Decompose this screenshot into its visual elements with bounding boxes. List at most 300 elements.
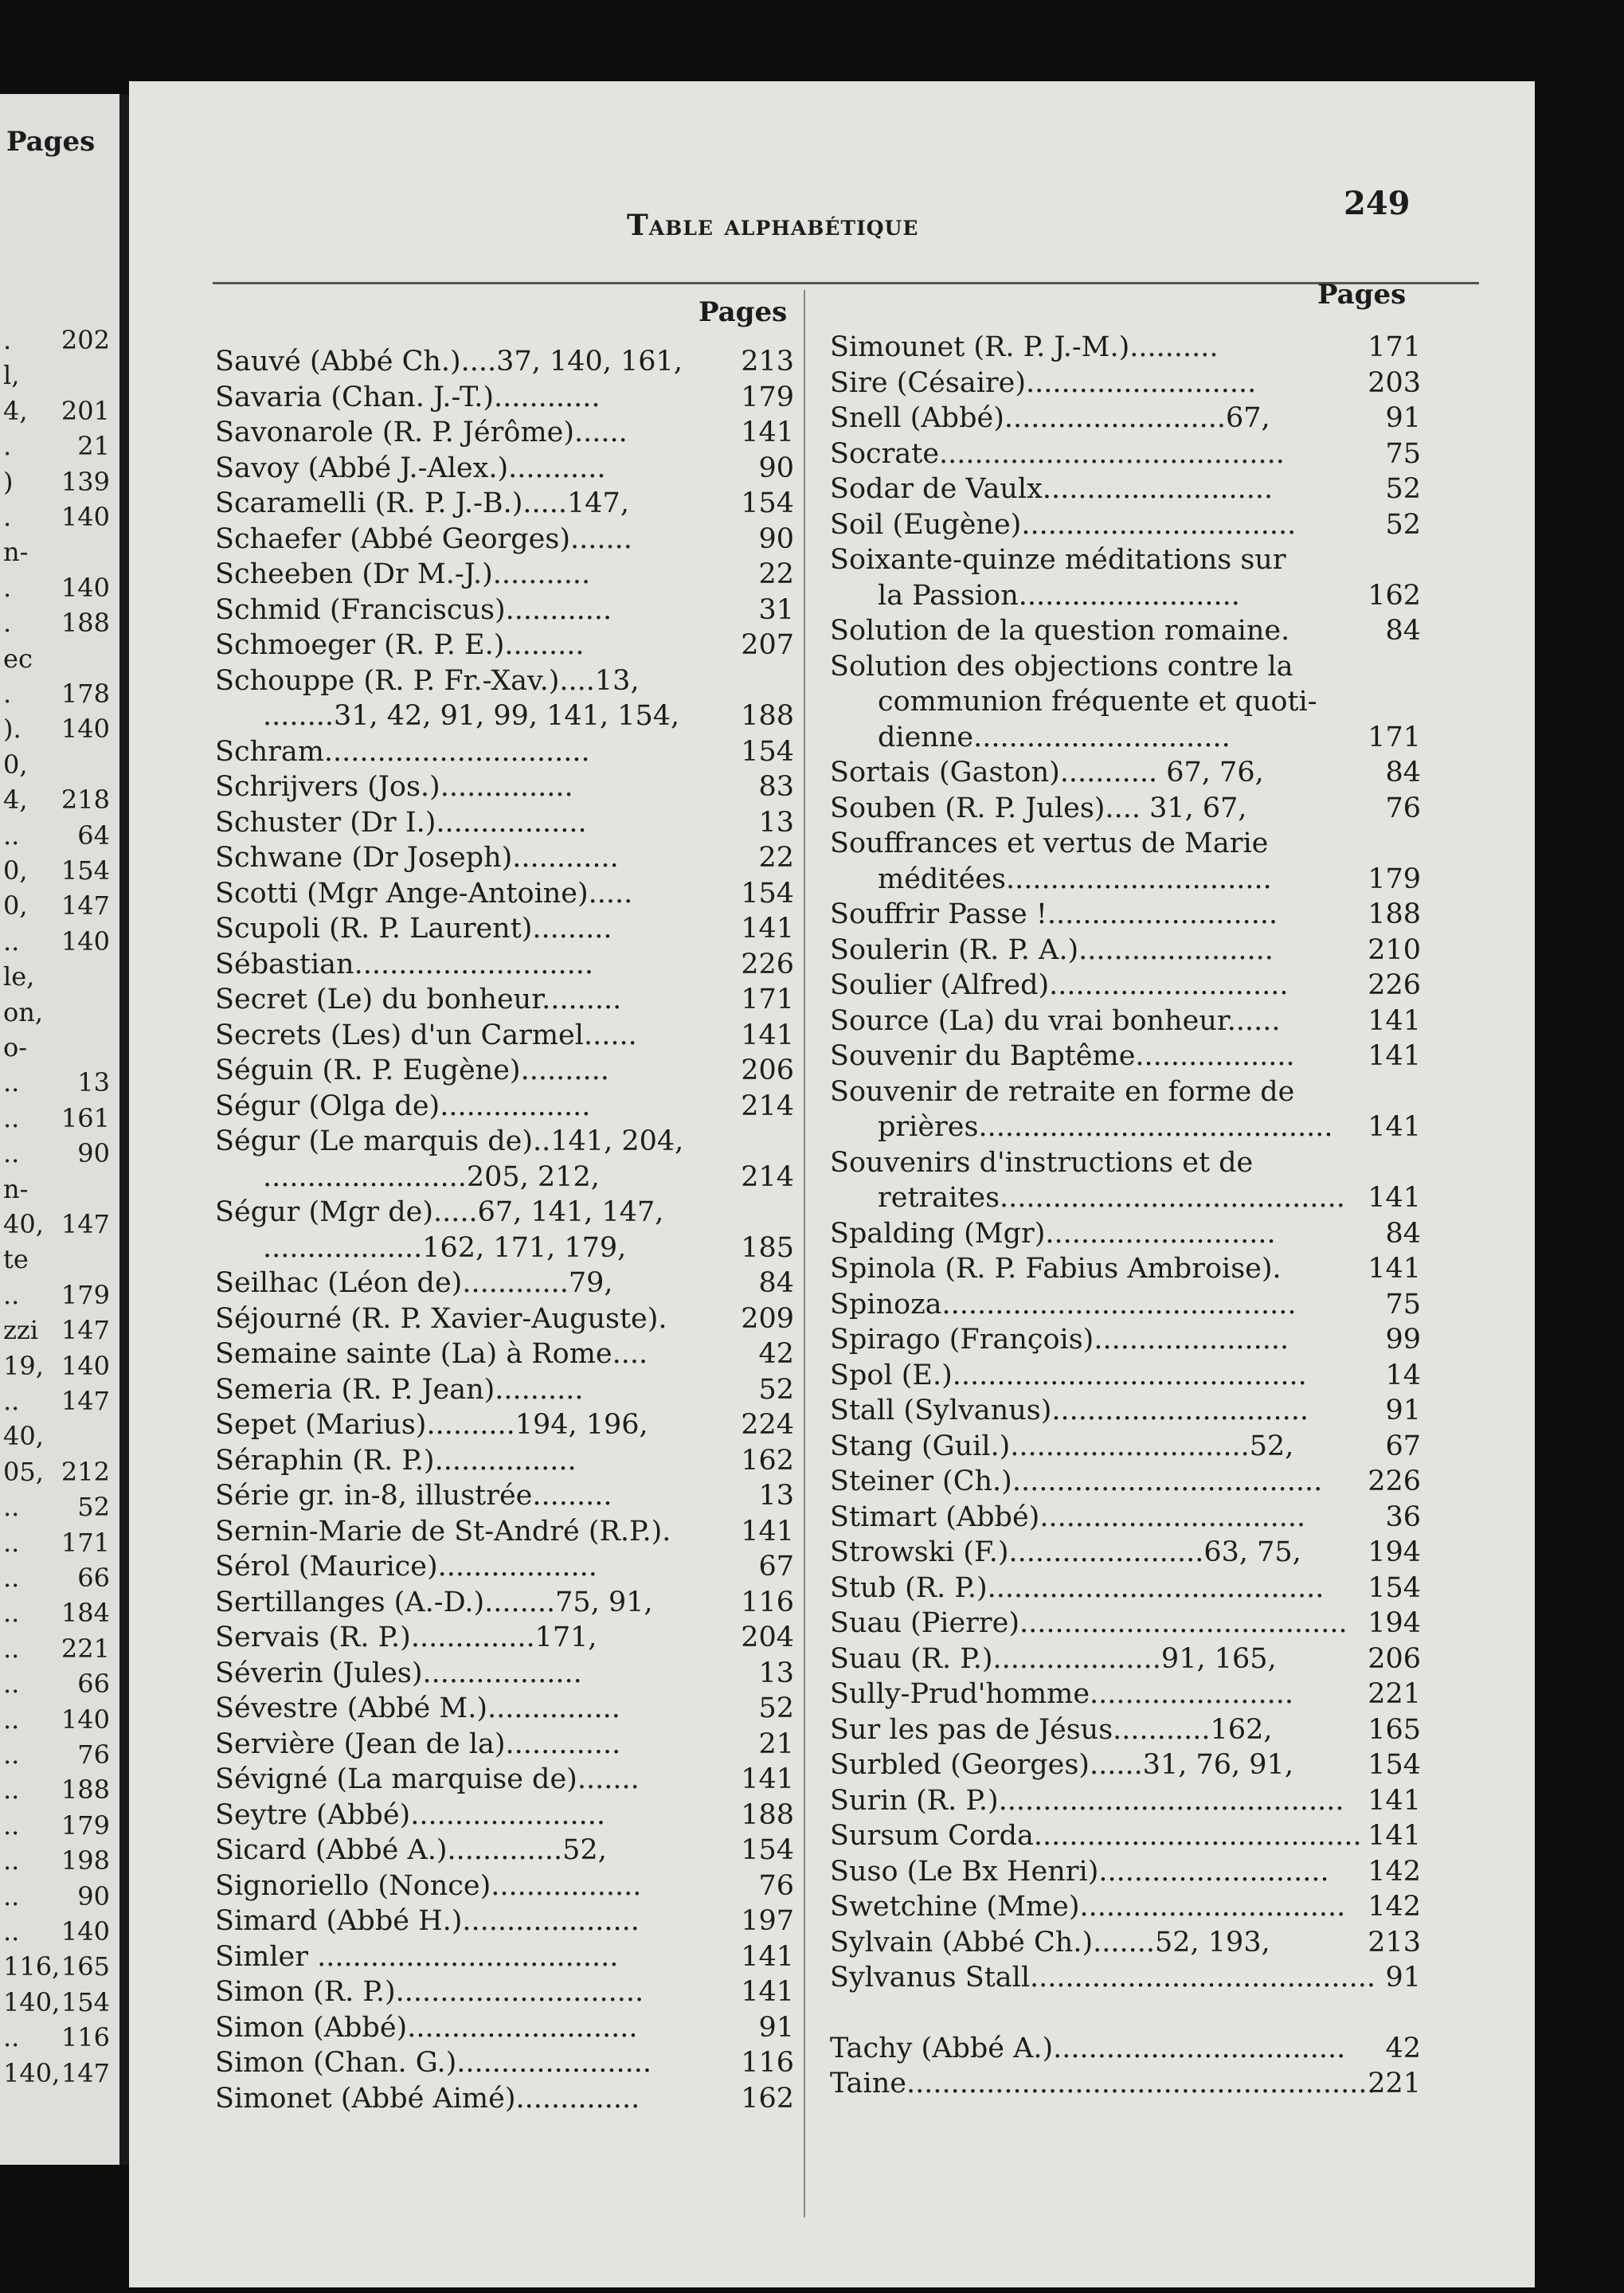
previous-page-edge xyxy=(0,94,119,2165)
index-entry xyxy=(830,1004,1427,1039)
index-entry-page-number: 91 xyxy=(1385,402,1421,434)
index-entry-text: dienne............................. xyxy=(878,721,1231,753)
index-entry xyxy=(215,1549,800,1585)
index-entry xyxy=(215,628,800,663)
previous-page-number: 188 xyxy=(61,608,110,639)
index-entry xyxy=(215,769,800,805)
index-entry-text: Semaine sainte (La) à Rome.... xyxy=(215,1338,648,1370)
index-entry-page-number: 162 xyxy=(741,2082,794,2115)
index-entry-text: Séguin (R. P. Eugène).......... xyxy=(215,1055,609,1086)
index-entry-page-number: 214 xyxy=(741,1090,794,1122)
index-entry-page-number: 141 xyxy=(1368,1182,1421,1214)
index-entry-text: Sodar de Vaulx.......................... xyxy=(830,473,1274,505)
index-entry-text: la Passion......................... xyxy=(878,579,1240,612)
index-entry-page-number: 142 xyxy=(1368,1855,1421,1888)
previous-page-number: 188 xyxy=(61,1775,110,1806)
previous-page-fragment: .. xyxy=(3,1810,20,1841)
index-entry-text: Surbled (Georges)......31, 76, 91, xyxy=(830,1749,1293,1781)
previous-page-fragment: 4, xyxy=(3,395,28,426)
index-entry xyxy=(830,649,1427,685)
index-entry-text: Sévigné (La marquise de)....... xyxy=(215,1763,640,1795)
previous-page-fragment: .. xyxy=(3,1563,20,1593)
index-entry-page-number: 194 xyxy=(1368,1536,1421,1568)
index-entry-text: Sauvé (Abbé Ch.)....37, 140, 161, xyxy=(215,346,683,378)
index-entry-text: Souffrances et vertus de Marie xyxy=(830,828,1269,859)
previous-page-row xyxy=(0,1280,113,1315)
index-entry xyxy=(215,1939,800,1975)
index-entry xyxy=(215,1301,800,1337)
index-gap xyxy=(830,1996,1427,2031)
index-entry xyxy=(830,720,1427,756)
previous-page-number: 171 xyxy=(61,1527,110,1558)
index-entry-text: Séjourné (R. P. Xavier-Auguste). xyxy=(215,1302,667,1335)
previous-page-number: 184 xyxy=(61,1598,110,1629)
index-entry-text: Seytre (Abbé)...................... xyxy=(215,1798,605,1831)
index-entry-text: Stimart (Abbé).............................. xyxy=(830,1501,1306,1533)
previous-page-number: 13 xyxy=(77,1067,110,1098)
previous-page-row xyxy=(0,537,113,572)
index-entry xyxy=(215,663,800,699)
index-entry-text: Solution de la question romaine. xyxy=(830,615,1290,647)
index-entry-text: Souvenir du Baptême.................. xyxy=(830,1040,1295,1072)
index-entry-text: ..................162, 171, 179, xyxy=(263,1231,627,1264)
previous-page-row xyxy=(0,1103,113,1138)
index-entry-page-number: 141 xyxy=(741,1940,794,1973)
index-entry xyxy=(215,1833,800,1868)
index-entry-text: Source (La) du vrai bonheur...... xyxy=(830,1004,1281,1037)
index-entry-text: .......................205, 212, xyxy=(263,1160,600,1193)
index-entry-page-number: 21 xyxy=(758,1728,794,1760)
index-entry-page-number: 221 xyxy=(1368,2068,1421,2099)
index-entry xyxy=(215,486,800,522)
title-rule xyxy=(213,282,1479,284)
index-entry-page-number: 194 xyxy=(1368,1607,1421,1639)
index-entry-text: Souffrir Passe !.......................... xyxy=(830,898,1278,930)
previous-page-fragment: . xyxy=(3,608,12,639)
index-entry-page-number: 141 xyxy=(1368,1004,1421,1037)
index-entry-page-number: 116 xyxy=(741,1586,794,1618)
previous-page-row xyxy=(0,325,113,360)
previous-page-fragment: 4, xyxy=(3,785,28,816)
previous-page-fragment: .. xyxy=(3,1845,20,1876)
index-entry xyxy=(215,1160,800,1195)
index-entry-page-number: 221 xyxy=(1368,1678,1421,1710)
previous-page-row xyxy=(0,431,113,466)
index-entry xyxy=(215,1478,800,1514)
index-entry-page-number: 91 xyxy=(758,2011,794,2044)
index-entry-text: Spol (E.)........................................ xyxy=(830,1359,1307,1391)
index-entry xyxy=(830,578,1427,614)
index-entry-text: Ségur (Mgr de).....67, 141, 147, xyxy=(215,1196,664,1228)
index-entry-page-number: 13 xyxy=(758,1657,794,1689)
index-entry xyxy=(215,1372,800,1408)
index-entry-text: Sévestre (Abbé M.)............... xyxy=(215,1692,620,1724)
index-entry xyxy=(215,593,800,628)
index-entry-page-number: 75 xyxy=(1385,437,1421,470)
index-entry-text: Sursum Corda..................................... xyxy=(830,1820,1362,1852)
index-entry xyxy=(215,734,800,770)
previous-page-row xyxy=(0,1315,113,1350)
previous-page-fragment: .. xyxy=(3,1102,20,1133)
index-entry-page-number: 141 xyxy=(741,1976,794,2008)
index-entry-text: Schouppe (R. P. Fr.-Xav.)....13, xyxy=(215,664,640,697)
previous-page-row xyxy=(0,396,113,431)
index-entry-page-number: 142 xyxy=(1368,1891,1421,1923)
index-entry xyxy=(830,507,1427,543)
index-entry xyxy=(830,1251,1427,1287)
index-entry xyxy=(215,1231,800,1266)
previous-page-row xyxy=(0,855,113,890)
previous-page-fragment: .. xyxy=(3,1598,20,1629)
previous-page-fragment: ) xyxy=(3,466,14,497)
index-entry-text: Schaefer (Abbé Georges)....... xyxy=(215,522,632,555)
index-entry-page-number: 154 xyxy=(741,877,794,910)
index-entry-page-number: 209 xyxy=(741,1302,794,1335)
index-entry xyxy=(215,380,800,416)
index-entry-page-number: 52 xyxy=(758,1373,794,1406)
index-entry xyxy=(215,557,800,593)
index-entry-page-number: 141 xyxy=(1368,1253,1421,1285)
index-entry xyxy=(215,522,800,558)
index-entry-page-number: 42 xyxy=(1385,2032,1421,2064)
index-entry-page-number: 13 xyxy=(758,1480,794,1512)
index-entry-page-number: 141 xyxy=(1368,1784,1421,1817)
index-entry-text: prières........................................ xyxy=(878,1111,1333,1143)
index-entry xyxy=(215,840,800,876)
previous-page-fragment: .. xyxy=(3,925,20,957)
previous-page-row xyxy=(0,1457,113,1492)
previous-page-number: 218 xyxy=(61,785,110,816)
previous-page-fragment: 19, xyxy=(3,1350,44,1381)
previous-page-number: 140 xyxy=(61,1916,110,1947)
index-entry xyxy=(215,1124,800,1160)
index-entry xyxy=(830,1074,1427,1110)
index-entry-text: méditées.............................. xyxy=(878,863,1272,895)
previous-page-fragment: 0, xyxy=(3,749,28,780)
previous-page-row xyxy=(0,1810,113,1845)
previous-page-row xyxy=(0,1386,113,1421)
previous-page-row xyxy=(0,997,113,1032)
index-entry-page-number: 31 xyxy=(758,593,794,626)
index-entry xyxy=(215,2045,800,2081)
index-entry xyxy=(215,947,800,983)
column-divider xyxy=(804,290,805,2217)
previous-page-fragment: on, xyxy=(3,996,44,1027)
index-entry-page-number: 213 xyxy=(1368,1926,1421,1958)
previous-page-number: 147 xyxy=(61,1386,110,1416)
index-entry xyxy=(215,1195,800,1231)
previous-page-fragment: .. xyxy=(3,1916,20,1947)
previous-page-fragment: ). xyxy=(3,714,22,745)
previous-page-fragment: .. xyxy=(3,2022,20,2053)
previous-page-number: 147 xyxy=(61,1209,110,1239)
index-entry-text: Simon (Chan. G.)...................... xyxy=(215,2047,652,2079)
index-entry-text: Soulerin (R. P. A.)...................... xyxy=(830,933,1274,966)
previous-page-number: 140 xyxy=(61,714,110,745)
index-entry-page-number: 67 xyxy=(1385,1430,1421,1462)
previous-page-fragment: .. xyxy=(3,1138,20,1169)
index-entry-page-number: 76 xyxy=(758,1869,794,1902)
previous-page-row xyxy=(0,749,113,785)
index-entry xyxy=(215,1868,800,1904)
previous-page-number: 116 xyxy=(61,2022,110,2053)
index-entry xyxy=(830,1109,1427,1145)
previous-page-row xyxy=(0,1138,113,1173)
index-entry-page-number: 226 xyxy=(1368,1465,1421,1497)
index-entry-page-number: 171 xyxy=(1368,331,1421,363)
previous-page-fragment: .. xyxy=(3,1704,20,1735)
index-entry-page-number: 83 xyxy=(758,771,794,803)
previous-page-fragment: 140, xyxy=(3,1986,61,2017)
index-entry xyxy=(830,1783,1427,1819)
index-entry xyxy=(215,876,800,912)
index-entry-text: communion fréquente et quoti- xyxy=(878,686,1317,718)
index-entry xyxy=(830,791,1427,827)
previous-page-row xyxy=(0,1244,113,1279)
index-entry-page-number: 154 xyxy=(741,735,794,768)
index-entry-text: Scheeben (Dr M.-J.)........... xyxy=(215,558,591,590)
index-entry xyxy=(215,1266,800,1301)
right-index-column xyxy=(830,330,1427,2102)
index-entry-text: Sérol (Maurice).................. xyxy=(215,1551,597,1583)
index-entry-page-number: 141 xyxy=(741,417,794,448)
index-entry-text: Schmid (Franciscus)............ xyxy=(215,593,612,626)
previous-page-fragment: .. xyxy=(3,1279,20,1310)
previous-page-row xyxy=(0,1209,113,1244)
previous-page-fragment: n- xyxy=(3,1173,29,1204)
previous-page-row xyxy=(0,1775,113,1810)
index-entry xyxy=(830,826,1427,862)
index-entry-page-number: 206 xyxy=(1368,1642,1421,1675)
previous-page-number: 66 xyxy=(77,1669,110,1700)
previous-page-row xyxy=(0,785,113,820)
index-entry xyxy=(830,684,1427,720)
index-entry-page-number: 162 xyxy=(1368,579,1421,612)
previous-page-row xyxy=(0,890,113,925)
index-entry xyxy=(830,1500,1427,1536)
previous-page-number: 140 xyxy=(61,572,110,603)
previous-page-row xyxy=(0,1951,113,1986)
previous-page-row xyxy=(0,1598,113,1633)
previous-page-number: 140 xyxy=(61,1350,110,1381)
index-entry-page-number: 13 xyxy=(758,806,794,839)
previous-page-number: 66 xyxy=(77,1563,110,1593)
previous-page-number: 221 xyxy=(61,1633,110,1664)
index-entry xyxy=(830,897,1427,933)
index-entry xyxy=(215,2010,800,2046)
index-entry-page-number: 36 xyxy=(1385,1501,1421,1533)
index-entry-text: Schwane (Dr Joseph)............ xyxy=(215,842,619,874)
index-entry-page-number: 188 xyxy=(1368,898,1421,930)
index-entry-text: Sébastian........................... xyxy=(215,948,593,980)
previous-page-fragment: .. xyxy=(3,1775,20,1806)
previous-page-number: 90 xyxy=(77,1138,110,1169)
index-entry-page-number: 52 xyxy=(1385,508,1421,541)
index-entry-page-number: 154 xyxy=(1368,1571,1421,1604)
index-entry-text: Sire (Césaire).......................... xyxy=(830,366,1257,399)
previous-page-number: 21 xyxy=(77,431,110,462)
previous-page-fragment: ec xyxy=(3,643,33,674)
index-entry-text: Sepet (Marius)..........194, 196, xyxy=(215,1409,648,1441)
index-entry-text: Simounet (R. P. J.-M.).......... xyxy=(830,331,1219,363)
index-entry-text: Souben (R. P. Jules).... 31, 67, xyxy=(830,792,1247,824)
previous-page-number: 147 xyxy=(61,1315,110,1346)
index-entry-text: Simler .................................. xyxy=(215,1940,619,1973)
index-entry xyxy=(215,982,800,1018)
previous-page-fragment: 116, xyxy=(3,1951,61,1982)
previous-page-row xyxy=(0,1845,113,1880)
index-entry xyxy=(215,1018,800,1054)
index-entry-page-number: 67 xyxy=(758,1551,794,1583)
index-entry-page-number: 197 xyxy=(741,1905,794,1937)
previous-page-row xyxy=(0,573,113,608)
index-entry-page-number: 154 xyxy=(741,487,794,519)
index-entry-page-number: 91 xyxy=(1385,1962,1421,1994)
previous-page-fragment: . xyxy=(3,325,12,355)
previous-page-row xyxy=(0,2058,113,2093)
previous-page-number: 154 xyxy=(61,1986,110,2017)
previous-page-fragment: 0, xyxy=(3,890,28,922)
index-entry-page-number: 52 xyxy=(758,1692,794,1724)
index-entry-page-number: 141 xyxy=(741,1515,794,1548)
index-entry-text: Solution des objections contre la xyxy=(830,650,1293,683)
previous-page-fragment: le, xyxy=(3,961,35,992)
previous-page-row xyxy=(0,820,113,855)
index-entry-text: Stang (Guil.)...........................52, xyxy=(830,1430,1294,1462)
index-entry xyxy=(830,1571,1427,1606)
previous-page-number: 140 xyxy=(61,502,110,532)
index-entry-text: Savaria (Chan. J.-T.)............ xyxy=(215,381,601,413)
index-entry-text: Suau (Pierre)..................................... xyxy=(830,1607,1348,1639)
index-entry xyxy=(830,1677,1427,1712)
index-entry-text: Soil (Eugène)............................... xyxy=(830,508,1297,541)
previous-page-row xyxy=(0,1704,113,1739)
previous-page-number: 147 xyxy=(61,2057,110,2088)
index-entry-text: Stall (Sylvanus)............................. xyxy=(830,1395,1309,1426)
previous-page-fragment: o- xyxy=(3,1032,28,1062)
index-entry xyxy=(830,2031,1427,2067)
index-entry-page-number: 90 xyxy=(758,522,794,555)
index-entry-text: Strowski (F.)......................63, 75, xyxy=(830,1536,1301,1568)
previous-page-fragment: .. xyxy=(3,1527,20,1558)
index-entry-page-number: 165 xyxy=(1368,1713,1421,1746)
index-entry-page-number: 185 xyxy=(741,1231,794,1264)
index-entry-text: Sertillanges (A.-D.)........75, 91, xyxy=(215,1586,653,1618)
index-entry-text: Semeria (R. P. Jean).......... xyxy=(215,1373,584,1406)
previous-page-number: 139 xyxy=(61,466,110,497)
previous-page-number: 179 xyxy=(61,1810,110,1841)
index-entry-text: Schrijvers (Jos.)............... xyxy=(215,771,573,803)
index-entry xyxy=(830,2066,1427,2102)
index-entry-text: Spinoza........................................ xyxy=(830,1288,1297,1321)
previous-page-fragment: .. xyxy=(3,1669,20,1700)
index-entry-text: Savonarole (R. P. Jérôme)...... xyxy=(215,417,628,448)
index-entry-page-number: 84 xyxy=(1385,1217,1421,1250)
previous-page-row xyxy=(0,1492,113,1527)
index-entry-page-number: 141 xyxy=(1368,1040,1421,1072)
previous-page-row xyxy=(0,926,113,961)
index-entry xyxy=(830,1960,1427,1996)
previous-page-row xyxy=(0,1669,113,1704)
index-entry-text: Sicard (Abbé A.).............52, xyxy=(215,1834,607,1866)
index-entry-text: Simon (Abbé).......................... xyxy=(215,2011,638,2044)
previous-page-row xyxy=(0,1528,113,1563)
index-entry-page-number: 226 xyxy=(1368,969,1421,1001)
previous-page-number: 90 xyxy=(77,1880,110,1911)
index-entry-page-number: 141 xyxy=(741,1019,794,1051)
index-entry-page-number: 203 xyxy=(1368,366,1421,399)
index-entry xyxy=(830,1216,1427,1252)
index-entry-page-number: 179 xyxy=(741,381,794,413)
index-entry xyxy=(830,1039,1427,1074)
index-entry-page-number: 154 xyxy=(1368,1749,1421,1781)
previous-page-number: 154 xyxy=(61,855,110,886)
index-entry-text: Stub (R. P.)...................................... xyxy=(830,1571,1325,1604)
index-entry-page-number: 52 xyxy=(1385,473,1421,505)
previous-page-fragment: 40, xyxy=(3,1209,44,1239)
index-entry-page-number: 90 xyxy=(758,452,794,484)
previous-page-row xyxy=(0,608,113,643)
previous-page-fragment: .. xyxy=(3,1633,20,1664)
previous-page-number: 76 xyxy=(77,1739,110,1770)
previous-page-row xyxy=(0,1881,113,1916)
previous-page-number: 147 xyxy=(61,890,110,922)
index-entry xyxy=(215,805,800,841)
index-entry-text: Surin (R. P.)....................................... xyxy=(830,1784,1344,1817)
index-entry-text: Snell (Abbé).........................67, xyxy=(830,402,1270,434)
left-pages-heading: Pages xyxy=(699,296,788,328)
index-entry xyxy=(215,1656,800,1692)
previous-page-row xyxy=(0,644,113,679)
index-entry-page-number: 171 xyxy=(741,984,794,1015)
index-entry-text: Sully-Prud'homme....................... xyxy=(830,1678,1293,1710)
index-entry xyxy=(215,1407,800,1443)
index-entry-page-number: 226 xyxy=(741,948,794,980)
previous-page-row xyxy=(0,1739,113,1775)
index-entry xyxy=(215,1443,800,1479)
previous-page-fragment: .. xyxy=(3,1880,20,1911)
previous-page-row xyxy=(0,1421,113,1456)
previous-page-number: 201 xyxy=(61,395,110,426)
previous-page-number: 212 xyxy=(61,1456,110,1487)
index-entry xyxy=(215,1336,800,1372)
previous-page-number: 202 xyxy=(61,325,110,355)
running-title: Table alphabétique xyxy=(627,209,919,242)
index-entry-text: Schram.............................. xyxy=(215,735,590,768)
index-entry-text: Suso (Le Bx Henri).......................... xyxy=(830,1855,1329,1888)
index-entry xyxy=(215,1798,800,1833)
index-entry-text: Scaramelli (R. P. J.-B.).....147, xyxy=(215,487,629,519)
index-entry xyxy=(830,401,1427,436)
index-entry xyxy=(830,1145,1427,1181)
previous-page-fragment: 0, xyxy=(3,855,28,886)
index-entry-text: Simard (Abbé H.).................... xyxy=(215,1905,640,1937)
previous-page-fragment: 40, xyxy=(3,1421,44,1452)
previous-page-row xyxy=(0,1634,113,1669)
index-entry-text: Sur les pas de Jésus...........162, xyxy=(830,1713,1273,1746)
previous-page-fragment: . xyxy=(3,502,12,532)
index-entry-text: Série gr. in-8, illustrée......... xyxy=(215,1480,612,1512)
index-entry xyxy=(830,1925,1427,1961)
index-entry xyxy=(215,1620,800,1656)
index-entry xyxy=(830,366,1427,401)
previous-page-number: 178 xyxy=(61,679,110,709)
previous-page-row xyxy=(0,467,113,502)
index-entry xyxy=(830,933,1427,968)
index-entry-page-number: 22 xyxy=(758,558,794,590)
index-entry xyxy=(215,1762,800,1798)
index-entry-page-number: 188 xyxy=(741,700,794,732)
